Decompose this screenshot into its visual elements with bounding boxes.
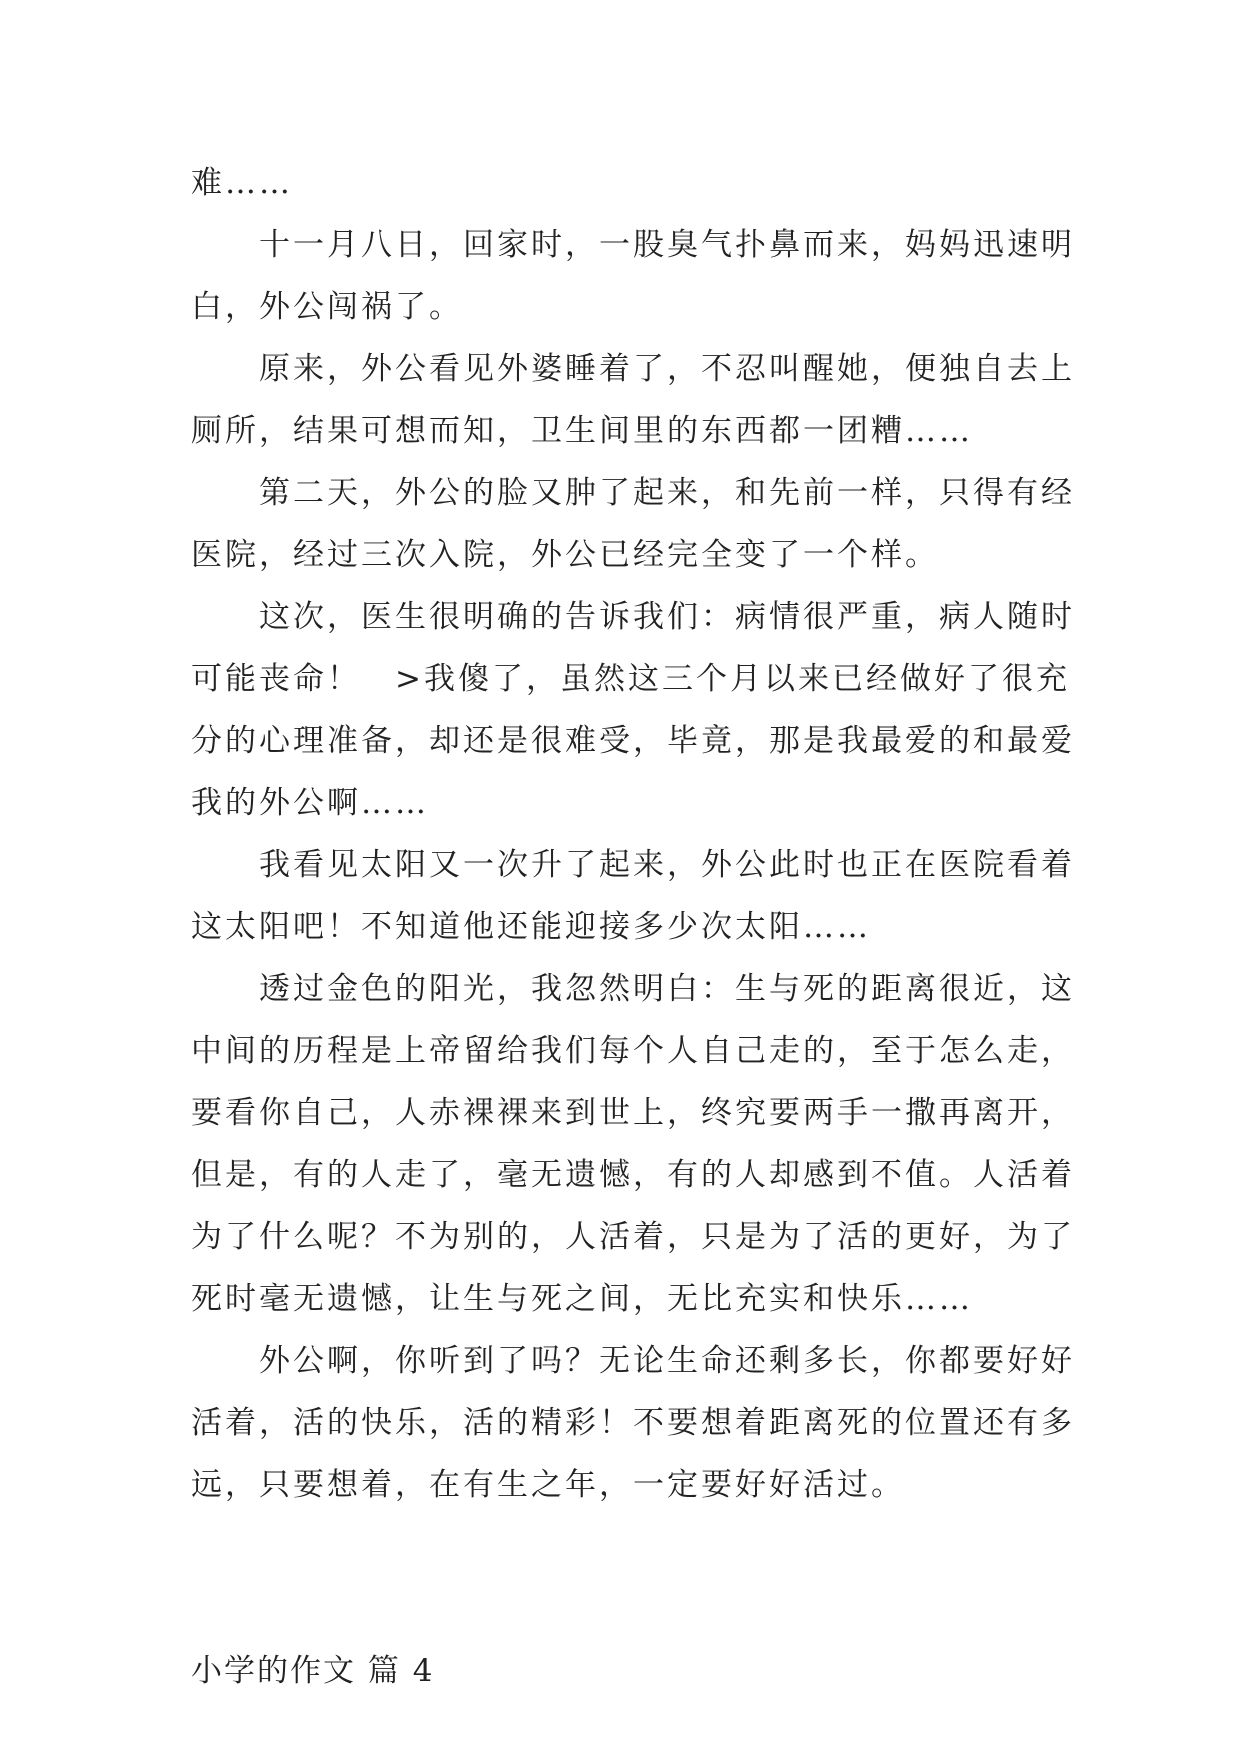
paragraph-start-line: 这次，医生很明确的告诉我们：病情很严重，病人随时: [259, 599, 1075, 635]
text-line: 白，外公闯祸了。: [191, 289, 463, 325]
text-line: 活着，活的快乐，活的精彩！不要想着距离死的位置还有多: [191, 1405, 1075, 1441]
paragraph-start-line: 透过金色的阳光，我忽然明白：生与死的距离很近，这: [259, 971, 1075, 1007]
text-line: 可能丧命！ >我傻了，虽然这三个月以来已经做好了很充: [191, 661, 1070, 697]
text-line: 难……: [191, 165, 293, 201]
text-line: 要看你自己，人赤裸裸来到世上，终究要两手一撒再离开，: [191, 1095, 1075, 1131]
text-line: 中间的历程是上帝留给我们每个人自己走的，至于怎么走，: [191, 1033, 1075, 1069]
text-line: 但是，有的人走了，毫无遗憾，有的人却感到不值。人活着: [191, 1157, 1075, 1193]
paragraph-start-line: 十一月八日，回家时，一股臭气扑鼻而来，妈妈迅速明: [259, 227, 1075, 263]
paragraph-start-line: 外公啊，你听到了吗？无论生命还剩多长，你都要好好: [259, 1343, 1075, 1379]
blank-line: [191, 1578, 1061, 1640]
paragraph-start-line: 我看见太阳又一次升了起来，外公此时也正在医院看着: [259, 847, 1075, 883]
blank-line: [191, 1516, 1061, 1578]
text-line: 死时毫无遗憾，让生与死之间，无比充实和快乐……: [191, 1281, 973, 1317]
text-line: 为了什么呢？不为别的，人活着，只是为了活的更好，为了: [191, 1219, 1075, 1255]
paragraph-start-line: 第二天，外公的脸又肿了起来，和先前一样，只得有经: [259, 475, 1075, 511]
paragraph-start-line: 原来，外公看见外婆睡着了，不忍叫醒她，便独自去上: [259, 351, 1075, 387]
text-line: 厕所，结果可想而知，卫生间里的东西都一团糟……: [191, 413, 973, 449]
text-line: 医院，经过三次入院，外公已经完全变了一个样。: [191, 537, 939, 573]
essay-body: [191, 152, 1075, 1702]
text-line: 分的心理准备，却还是很难受，毕竟，那是我最爱的和最爱: [191, 723, 1075, 759]
text-line: 远，只要想着，在有生之年，一定要好好活过。: [191, 1467, 905, 1503]
text-line: 这太阳吧！不知道他还能迎接多少次太阳……: [191, 909, 871, 945]
section-heading: 小学的作文 篇 4: [191, 1653, 435, 1689]
text-line: 我的外公啊……: [191, 785, 429, 821]
